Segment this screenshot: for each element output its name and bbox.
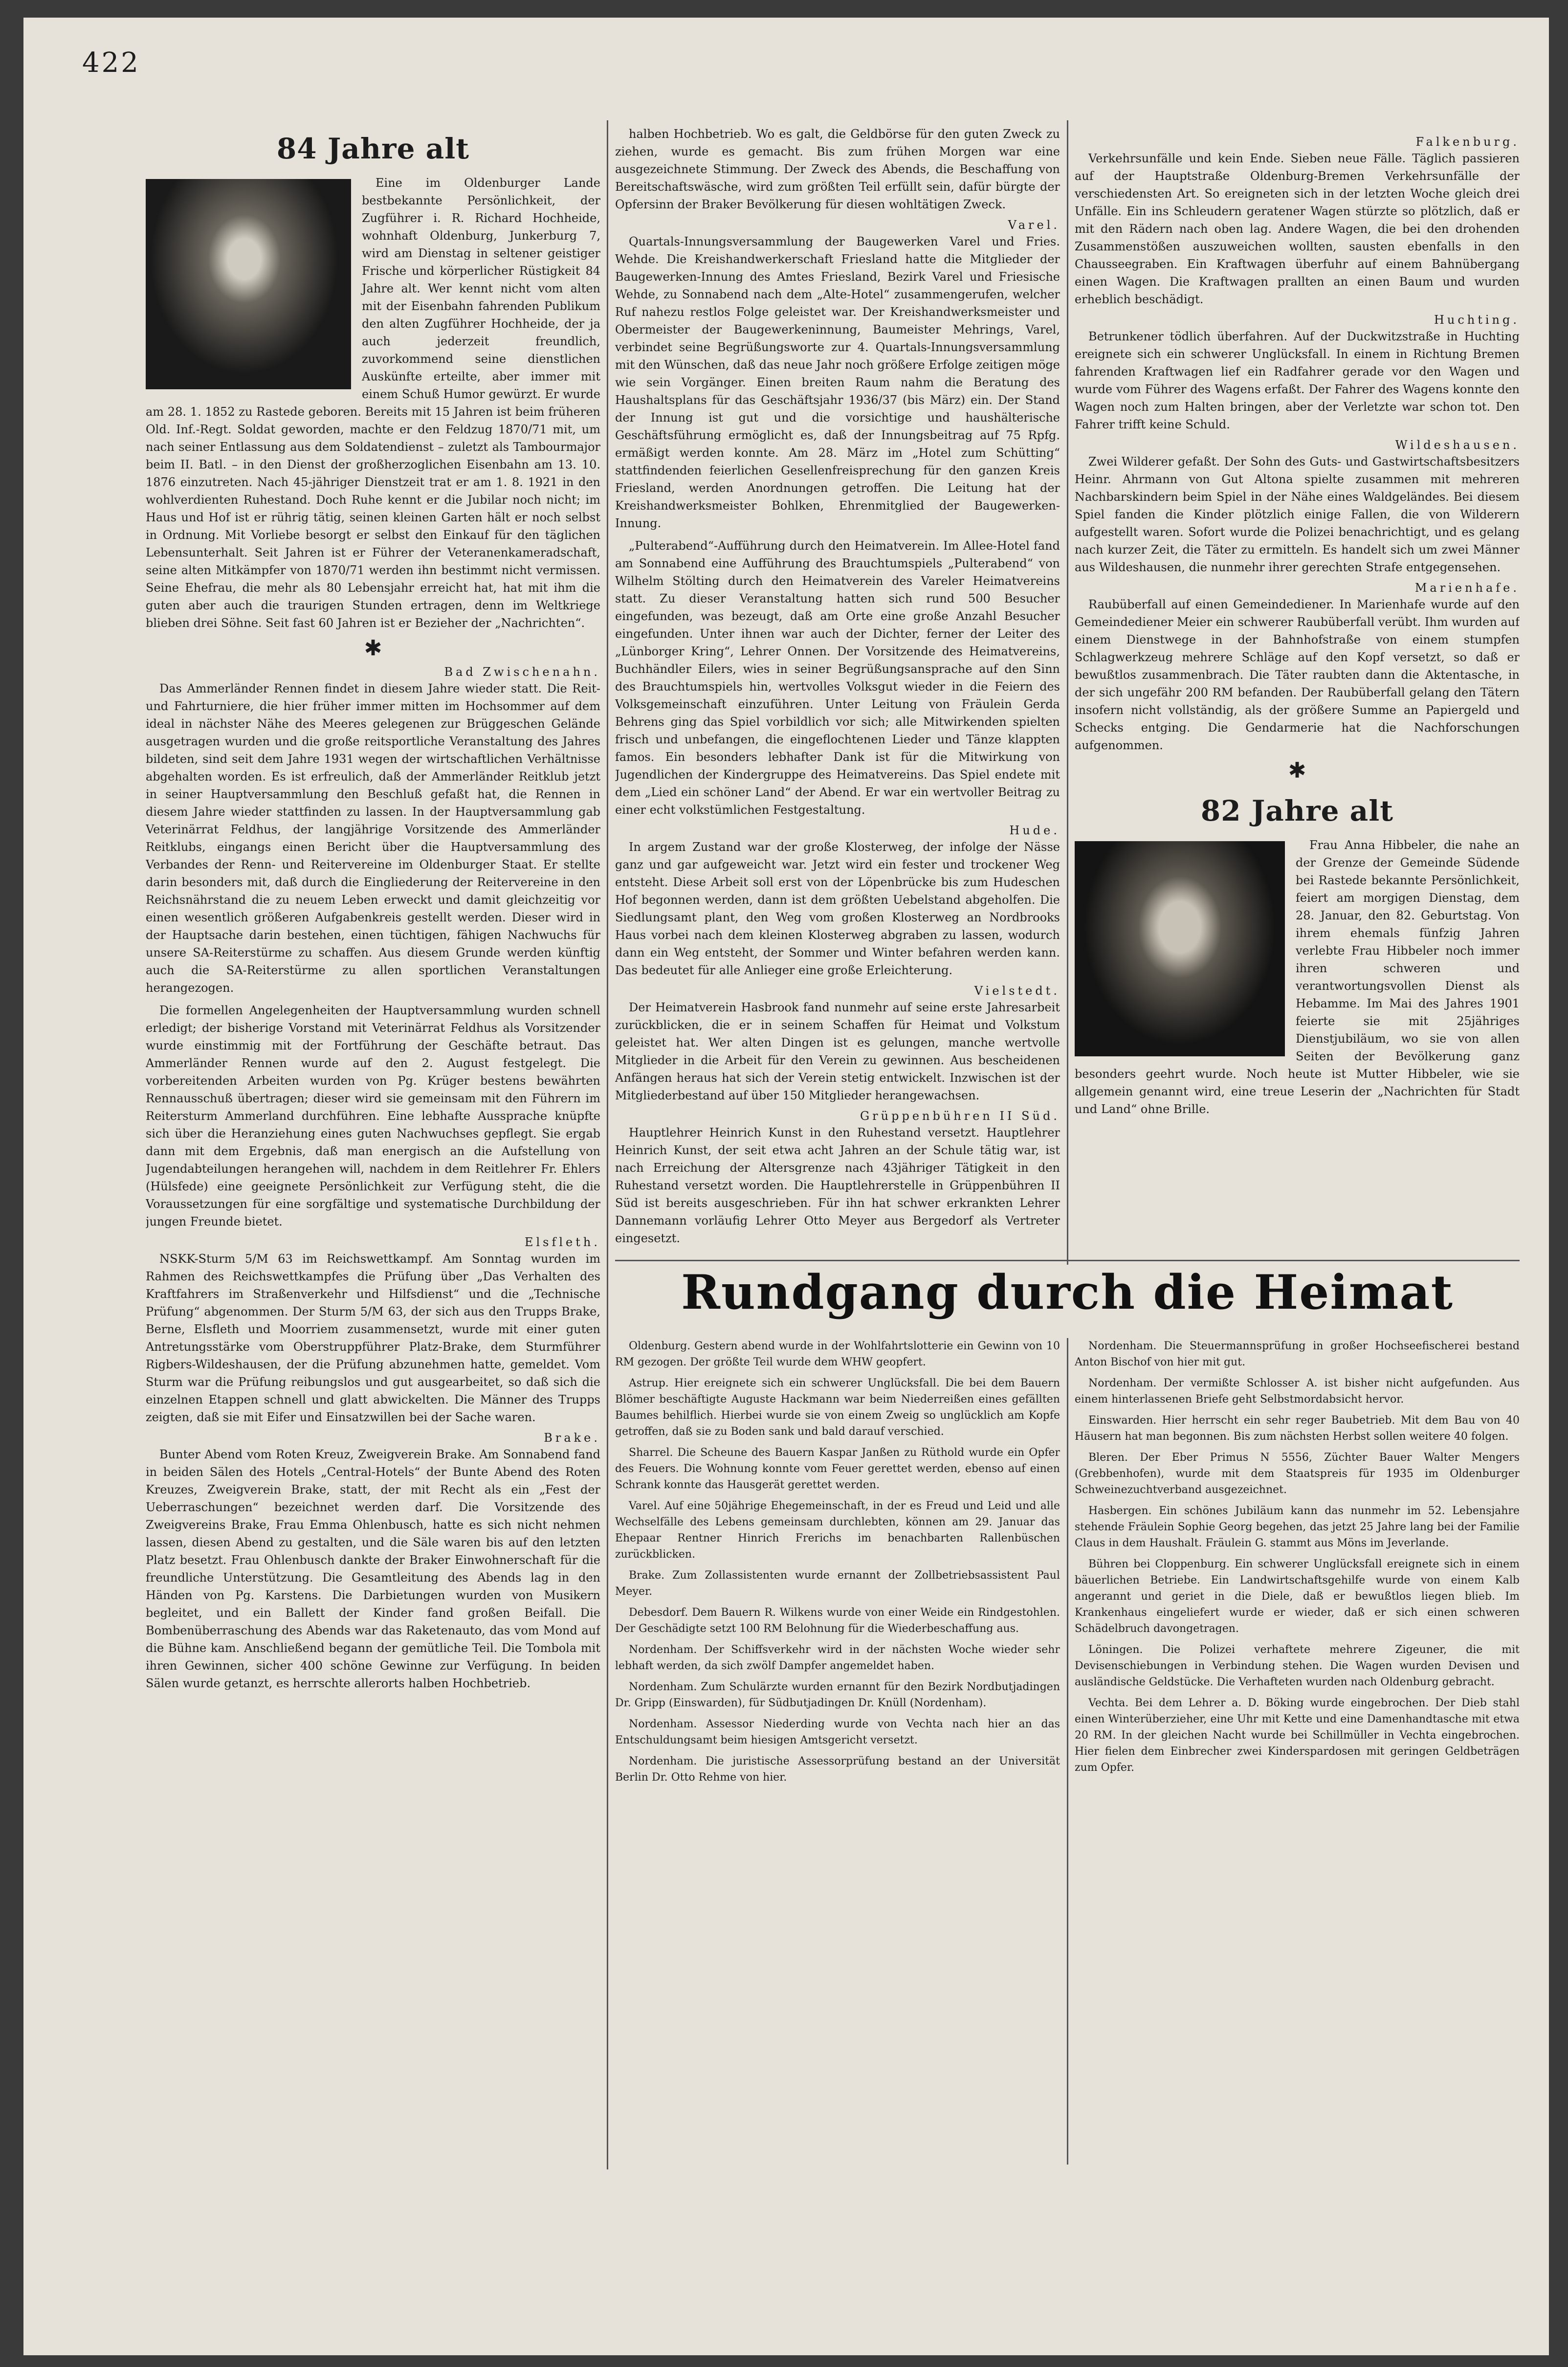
news-item: Astrup. Hier ereignete sich ein schwerer Unglücksfall. Die bei dem Bauern Blömer beschäftigte Auguste Hackmann war beim Niederreißen eines gefällten Baumes behilflich. Hierbei wurde sie von einem Zweig so unglücklich am Kopfe getroffen, daß sie zu Boden sank und bald darauf verschied. — [615, 1377, 1060, 1438]
article-text: Verkehrsunfälle und kein Ende. Sieben neue Fälle. Täglich passieren auf der Hauptstraße Oldenburg-Bremen Verkehrsunfälle der verschiedensten Art. So ereigneten sich in der letzten Woche gleich drei Unfälle. Ein ins Schleudern geratener Wagen stürzte so plötzlich, daß er mit den Rädern nach oben lag. Andere Wagen, die bei den drohenden Zusammenstößen auszuweichen wollten, sausten ebenfalls in den Chausseegraben. Ein Kraftwagen überfuhr auf einem Bahnübergang einen Wagen. Die Kraftwagen prallten an einen Baum und wurden erheblich beschädigt. — [1075, 152, 1520, 306]
article-text: Betrunkener tödlich überfahren. Auf der Duckwitzstraße in Huchting ereignete sich ein schwerer Unglücksfall. In einem in Richtung Bremen fahrenden Kraftwagen lief ein Radfahrer gerade vor den Wagen und wurde vom Führer des Wagens erfaßt. Der Fahrer des Wagens konnte den Wagen noch zum Halten bringen, aber der Verletzte war schon tot. Den Fahrer trifft keine Schuld. — [1075, 330, 1520, 431]
news-item: Debesdorf. Dem Bauern R. Wilkens wurde von einer Weide ein Rindgestohlen. Der Geschädigte setzt 100 RM Belohnung für die Wiederbeschaffung aus. — [615, 1607, 1060, 1635]
news-item: Bleren. Der Eber Primus N 5556, Züchter Bauer Walter Mengers (Grebbenhofen), wurde mit dem Staatspreis für 1935 im Oldenburger Schweinezuchtverband ausgezeichnet. — [1075, 1451, 1520, 1496]
column-1 — [146, 120, 600, 2145]
news-item: Einswarden. Hier herrscht ein sehr reger Baubetrieb. Mit dem Bau von 40 Häusern hat man begonnen. Bis zum nächsten Herbst sollen weitere 40 folgen. — [1075, 1414, 1520, 1443]
article-text: Die formellen Angelegenheiten der Hauptversammlung wurden schnell erledigt; der bisherige Vorstand mit Veterinärrat Feldhus als Vorsitzender wurde einstimmig mit der Fortführung der Geschäfte betraut. Das Ammerländer Rennen wurde auf den 2. August festgelegt. Die vorbereitenden Arbeiten wurden von Pg. Krüger bestens bewährten Rennausschuß übertragen; dieser wird sie gemeinsam mit den Führern im Reitersturm Ammerland durchführen. Eine lebhafte Aussprache knüpfte sich über die Heranziehung eines guten Nachwuchses gepflegt. Sie ergab dann mit dem Ergebnis, daß man energisch an die Aufstellung von Jugendabteilungen herangehen will, nachdem in dem Reitlehrer Fr. Ehlers (Hülsfede) eine geeignete Persönlichkeit zur Verfügung steht, die die Voraussetzungen für eine sorgfältige und systematische Durchbildung der jungen Freunde bietet. — [146, 1004, 600, 1228]
article-text: Frau Anna Hibbeler, die nahe an der Grenze der Gemeinde Südende bei Rastede bekannte Persönlichkeit, feiert am morgigen Dienstag, dem 28. Januar, den 82. Geburtstag. Von ihrem ehemals fünfzig Jahren verlebte Frau Hibbeler noch immer ihren schweren und verantwortungsvollen Dienst als Hebamme. Im Mai des Jahres 1901 feierte sie mit 25jähriges Dienstjubiläum, wo sie von allen Seiten der Bevölkerung ganz besonders geehrt wurde. Noch heute ist Mutter Hibbeler, wie sie allgemein genannt wird, eine treue Leserin der „Nachrichten für Stadt und Land“ ohne Brille. — [1075, 838, 1520, 1116]
article-headline: 82 Jahre alt — [1200, 794, 1394, 827]
article-text: Quartals-Innungsversammlung der Baugewerken Varel und Fries. Wehde. Die Kreishandwerkerschaft Friesland hatte die Mitglieder der Baugewerken-Innung des Amtes Friesland, Bezirk Varel und Friesische Wehde, zu Sonnabend nach dem „Alte-Hotel“ zusammengerufen, welcher Ruf nahezu restlos Folge geleistet war. Der Kreishandwerksmeister und Obermeister der Baugewerkeninnung, Baumeister Mehrings, Varel, verbindet seine Begrüßungsworte zur 4. Quartals-Innungsversammlung mit den Wünschen, daß das neue Jahr noch größere Erfolge zeitigen möge wie sein Vorgänger. Einen breiten Raum nahm die Beratung des Haushaltsplans für das Geschäftsjahr 1936/37 (bis März) ein. Der Stand der Innung ist gut und die vorsichtige und haushälterische Geschäftsführung ermöglicht es, daß der Innungsbeitrag auf 75 Rpfg. ermäßigt werden konnte. Am 28. März im „Hotel zum Schütting“ stattfindenden feierlichen Gesellenfreisprechung für den ganzen Kreis Friesland, werden Anordnungen getroffen. Die Leitung hat der Kreishandwerksmeister Bohlken, Ehrenmitglied der Baugewerken-Innung. — [615, 235, 1060, 530]
star-separator: ✱ — [364, 636, 382, 661]
page-number: 422 — [82, 47, 140, 79]
section-right-column — [1075, 1338, 1520, 2160]
column-rule-2 — [1067, 120, 1068, 1265]
news-item: Nordenham. Der Schiffsverkehr wird in der nächsten Woche wieder sehr lebhaft werden, da sich zwölf Dampfer angemeldet haben. — [615, 1644, 1060, 1672]
news-item: Brake. Zum Zollassistenten wurde ernannt der Zollbetriebsassistent Paul Meyer. — [615, 1569, 1060, 1598]
dateline: Marienhafe. — [1414, 581, 1520, 595]
news-item: Bühren bei Cloppenburg. Ein schwerer Unglücksfall ereignete sich in einem bäuerlichen Betriebe. Ein Landwirtschaftsgehilfe wurde von einem Kalb angerannt und geriet in die Diele, daß er bewußtlos liegen blieb. Im Krankenhaus eingeliefert wurde er wieder, daß er sich einen schweren Schädelbruch davongetragen. — [1075, 1558, 1520, 1635]
portrait-photo — [1075, 841, 1285, 1056]
portrait-photo — [146, 179, 351, 389]
newspaper-page — [23, 18, 1549, 2355]
dateline: Bad Zwischenahn. — [444, 665, 600, 679]
news-item: Nordenham. Die juristische Assessorprüfung bestand an der Universität Berlin Dr. Otto Rehme von hier. — [615, 1755, 1060, 1784]
news-item: Sharrel. Die Scheune des Bauern Kaspar Janßen zu Rüthold wurde ein Opfer des Feuers. Die Wohnung konnte vom Feuer gerettet werden, ebenso auf einen Schrank konnte das Hausgerät gerettet werden. — [615, 1447, 1060, 1491]
dateline: Hude. — [1009, 824, 1060, 837]
article-text: Raubüberfall auf einen Gemeindediener. In Marienhafe wurde auf den Gemeindediener Meier ein schwerer Raubüberfall verübt. Ihm wurden auf einem Dienstwege in der Bahnhofstraße von einem stumpfen Schlagwerkzeug mehrere Schläge auf den Kopf versetzt, so daß er bewußtlos zusammenbrach. Die Täter raubten dann die Aktentasche, in der sich ungefähr 200 RM befanden. Der Raubüberfall gelang den Tätern insofern nicht vollständig, als der größere Summe an Papiergeld und Schecks entging. Die Gendarmerie hat die Nachforschungen aufgenommen. — [1075, 598, 1520, 752]
dateline: Elsfleth. — [524, 1235, 600, 1249]
section-title: Rundgang durch die Heimat — [681, 1265, 1454, 1320]
news-item: Nordenham. Der vermißte Schlosser A. ist bisher nicht aufgefunden. Aus einem hinterlassenen Briefe geht Selbstmordabsicht hervor. — [1075, 1377, 1520, 1406]
star-separator: ✱ — [1288, 758, 1306, 783]
article-text: Zwei Wilderer gefaßt. Der Sohn des Guts- und Gastwirtschaftsbesitzers Heinr. Ahrmann von Gut Altona spielte zusammen mit mehreren Nachbarskindern beim Spiel in der Nähe eines Waldgeländes. Bei diesem Spiel fanden die Kinder plötzlich einige Fallen, die von Wilderern aufgestellt waren. Sofort wurde die Polizei benachrichtigt, und es gelang nach kurzer Zeit, die Täter zu ermitteln. Es handelt sich um zwei Männer aus Wildeshausen, die nunmehr ihrer gerechten Strafe entgegensehen. — [1075, 455, 1520, 574]
dateline: Falkenburg. — [1415, 135, 1520, 149]
section-rule — [615, 1260, 1520, 1261]
news-item: Vechta. Bei dem Lehrer a. D. Böking wurde eingebrochen. Der Dieb stahl einen Winterüberzieher, eine Uhr mit Kette und eine Damenhandtasche mit etwa 20 RM. In der gleichen Nacht wurde bei Schillmüller in Vechta eingebrochen. Hier fielen dem Einbrecher zwei Kinderspardosen mit geringen Geldbeträgen zum Opfer. — [1075, 1697, 1520, 1774]
dateline: Wildeshausen. — [1395, 438, 1520, 452]
column-rule-3 — [1067, 1338, 1068, 2165]
column-2 — [615, 125, 1060, 1255]
dateline: Huchting. — [1434, 313, 1520, 327]
article-headline: 84 Jahre alt — [276, 132, 470, 165]
article-text: In argem Zustand war der große Klosterweg, der infolge der Nässe ganz und gar aufgeweicht war. Jetzt wird ein fester und trockener Weg entsteht. Diese Arbeit soll erst von der Löpenbrücke bis zum Hudeschen Hof begonnen werden, dann ist dem größten Uebelstand abgeholfen. Die Siedlungsamt plant, den Weg vom großen Klosterweg an Nordbrooks Haus vorbei nach dem kleinen Klosterweg abgraben zu lassen, wodurch dann ein Weg entsteht, der Sommer und Winter befahren werden kann. Das bedeutet für alle Anlieger eine große Erleichterung. — [615, 840, 1060, 977]
section-left-column — [615, 1338, 1060, 2160]
dateline: Brake. — [544, 1431, 600, 1445]
news-item: Varel. Auf eine 50jährige Ehegemeinschaft, in der es Freud und Leid und alle Wechselfälle des Lebens gemeinsam durchlebten, können am 29. Januar das Ehepaar Rentner Hinrich Frerichs im benachbarten Rallenbüschen zurückblicken. — [615, 1500, 1060, 1561]
article-text: Das Ammerländer Rennen findet in diesem Jahre wieder statt. Die Reit- und Fahrturniere, die hier früher immer mitten im Hochsommer auf dem ideal in nächster Nähe des Meeres gelegenen zur Brüggeschen Gelände ausgetragen wurden und die große reitsportliche Veranstaltung des Jahres bildeten, sind seit dem Jahre 1931 wegen der wirtschaftlichen Verhältnisse abgehalten worden. Es ist erfreulich, daß der Ammerländer Reitklub jetzt in seiner Hauptversammlung den Beschluß gefaßt hat, die Rennen in diesem Jahre wieder stattfinden zu lassen. In der Hauptversammlung gab Veterinärrat Feldhus, der langjährige Vorsitzende des Ammerländer Reitklubs, eingangs einen Bericht über die Hauptversammlung des Verbandes der Renn- und Reitervereine im Oldenburger Staat. Er stellte darin besonders mit, daß durch die Eingliederung der Reitervereine in den Reichsnährstand die zu neuem Leben erweckt und damit gleichzeitig vor einen wesentlich größeren Aufgabenkreis gestellt werden. Dieser wird in der Hauptsache darin bestehen, einen tüchtigen, fähigen Nachwuchs für unsere SA-Reiterstürme zu schaffen. Aus diesem Grunde werden künftig auch die SA-Reiterstürme zu allen sportlichen Veranstaltungen herangezogen. — [146, 682, 600, 995]
article-text: halben Hochbetrieb. Wo es galt, die Geldbörse für den guten Zweck zu ziehen, wurde es gemacht. Bis zum frühen Morgen war eine ausgezeichnete Stimmung. Der Zweck des Abends, die Beschaffung von Bereitschaftswäsche, wird zum größten Teil erfüllt sein, dafür bürgte der Opfersinn der Braker Bevölkerung für diesen wohltätigen Zweck. — [615, 127, 1060, 211]
news-item: Nordenham. Die Steuermannsprüfung in großer Hochseefischerei bestand Anton Bischof von hier mit gut. — [1075, 1340, 1520, 1368]
dateline: Varel. — [1008, 218, 1060, 232]
article-text: Bunter Abend vom Roten Kreuz, Zweigverein Brake. Am Sonnabend fand in beiden Sälen des Hotels „Central-Hotels“ der Bunte Abend des Roten Kreuzes, Zweigverein Brake, statt, der mit Recht als ein „Fest der Ueberraschungen“ bezeichnet werden darf. Die Vorsitzende des Zweigvereins Brake, Frau Emma Ohlenbusch, hatte es sich nicht nehmen lassen, diesen Abend zu gestalten, und die Säle waren bis auf den letzten Platz besetzt. Frau Ohlenbusch dankte der Braker Einwohnerschaft für die freundliche Unterstützung. Die Gesamtleitung des Abends lag in den Händen von Pg. Karstens. Die Darbietungen wurden von Musikern begleitet, und ein Ballett der Kinder fand großen Beifall. Die Bombenüberraschung des Abends war das Raketenauto, das vom Mond auf die Bühne kam. Anschließend begann der gemütliche Teil. Die Tombola mit ihren Gewinnen, sicher 400 schöne Gewinne zur Verfügung. In beiden Sälen wurde getanzt, es herrschte allerorts halben Hochbetrieb. — [146, 1448, 600, 1690]
column-3 — [1075, 130, 1520, 1182]
dateline: Vielstedt. — [974, 984, 1060, 998]
news-item: Nordenham. Zum Schulärzte wurden ernannt für den Bezirk Nordbutjadingen Dr. Gripp (Einswarden), für Südbutjadingen Dr. Knüll (Nordenham). — [615, 1681, 1060, 1709]
section-header — [615, 1265, 1520, 1320]
news-item: Löningen. Die Polizei verhaftete mehrere Zigeuner, die mit Devisenschiebungen in Verbindung stehen. Die Wagen wurden Devisen und ausländische Geldstücke. Die Verhafteten wurden nach Oldenburg gebracht. — [1075, 1644, 1520, 1688]
dateline: Grüppenbühren II Süd. — [860, 1109, 1060, 1123]
news-item: Oldenburg. Gestern abend wurde in der Wohlfahrtslotterie ein Gewinn von 10 RM gezogen. Der größte Teil wurde dem WHW geopfert. — [615, 1340, 1060, 1368]
column-rule-1 — [607, 120, 608, 2169]
news-item: Hasbergen. Ein schönes Jubiläum kann das nunmehr im 52. Lebensjahre stehende Fräulein Sophie Georg begehen, das jetzt 25 Jahre lang bei der Familie Claus in dem Haushalt. Fräulein G. stammt aus Möns im Jeverlande. — [1075, 1505, 1520, 1549]
article-text: „Pulterabend“-Aufführung durch den Heimatverein. Im Allee-Hotel fand am Sonnabend eine Aufführung des Brauchtumspiels „Pulterabend“ von Wilhelm Stölting durch den Heimatverein des Vareler Heimatvereins statt. Zu dieser Veranstaltung hatten sich rund 500 Besucher eingefunden, was bezeugt, daß am Orte eine große Anzahl Besucher eingefunden. Unter ihnen war auch der Dichter, ferner der Leiter des „Lünborger Kring“, Lehrer Onnen. Der Vorsitzende des Heimatvereins, Buchhändler Eilers, wies in seiner Begrüßungsansprache auf den Sinn des Brauchtumspiels hin, wertvolles Volksgut wieder in die Feiern des Volksgemeinschaft einzuführen. Unter Leitung von Fräulein Gerda Behrens ging das Spiel vorbildlich vor sich; alle Mitwirkenden spielten frisch und unbefangen, die eingeflochtenen Lieder und Tänze klappten famos. Ein besonders lebhafter Dank ist für die Mitwirkung von Jugendlichen der Kindergruppe des Heimatvereins. Das Spiel endete mit dem „Lied ein schöner Land“ der Abend. Er war ein wertvoller Beitrag zu einer echt volkstümlichen Festgestaltung. — [615, 539, 1060, 817]
article-text: Hauptlehrer Heinrich Kunst in den Ruhestand versetzt. Hauptlehrer Heinrich Kunst, der seit etwa acht Jahren an der Schule tätig war, ist nach Erreichung der Altersgrenze nach 43jähriger Tätigkeit in den Ruhestand versetzt worden. Die Hauptlehrerstelle in Grüppenbühren II Süd ist bereits ausgeschrieben. Für ihn hat schwer erkrankten Lehrer Dannemann vorläufig Lehrer Otto Meyer aus Bergedorf als Vertreter eingesetzt. — [615, 1126, 1060, 1245]
article-text: Der Heimatverein Hasbrook fand nunmehr auf seine erste Jahresarbeit zurückblicken, die er in seinem Schaffen für Heimat und Volkstum geleistet hat. Wer alten Dingen ist es gelungen, manche wertvolle Mitglieder in die Arbeit für den Verein zu gewinnen. Aus bescheidenen Anfängen heraus hat sich der Verein stetig entwickelt. Inzwischen ist der Mitgliederbestand auf über 150 Mitglieder herangewachsen. — [615, 1001, 1060, 1102]
news-item: Nordenham. Assessor Niederding wurde von Vechta nach hier an das Entschuldungsamt beim hiesigen Amtsgericht versetzt. — [615, 1718, 1060, 1746]
article-text: NSKK-Sturm 5/M 63 im Reichswettkampf. Am Sonntag wurden im Rahmen des Reichswettkampfes die Prüfung über „Das Verhalten des Kraftfahrers im Straßenverkehr und Hilfsdienst“ und die „Technische Prüfung“ abgenommen. Der Sturm 5/M 63, der sich aus den Trupps Brake, Berne, Elsfleth und Moorriem zusammensetzt, wurde mit einer guten Antretungsstärke vom Oberstruppführer Platz-Brake, dem Sturmführer Rigbers-Wildeshausen, der die Prüfung abzunehmen hatte, gemeldet. Vom Sturm war die Prüfung reibungslos und gut ausgearbeitet, so daß sich die einzelnen Etappen schnell und glatt abwickelten. Die Männer des Trupps zeigten, daß sie mit Eifer und Einsatzwillen bei der Sache waren. — [146, 1252, 600, 1424]
article-text: Eine im Oldenburger Lande bestbekannte Persönlichkeit, der Zugführer i. R. Richard Hochheide, wohnhaft Oldenburg, Junkerburg 7, wird am Dienstag in seltener geistiger Frische und körperlicher Rüstigkeit 84 Jahre alt. Wer kennt nicht vom alten mit der Eisenbahn fahrenden Publikum den alten Zugführer Hochheide, der ja auch jederzeit freundlich, zuvorkommend seine dienstlichen Auskünfte erteilte, aber immer mit einem Schuß Humor gewürzt. Er wurde am 28. 1. 1852 zu Rastede geboren. Bereits mit 15 Jahren ist beim früheren Old. Inf.-Regt. Soldat geworden, machte er den Feldzug 1870/71 mit, um nach seiner Entlassung aus dem Soldatendienst – zuletzt als Tambourmajor beim II. Batl. – in den Dienst der großherzoglichen Eisenbahn am 13. 10. 1876 einzutreten. Nach 45-jähriger Dienstzeit trat er am 1. 8. 1921 in den wohlverdienten Ruhestand. Doch Ruhe kennt er die Jubilar noch nicht; im Haus und Hof ist er rührig tätig, seinen kleinen Garten hält er noch selbst in Ordnung. Mit Vorliebe besorgt er selbst den Einkauf für den täglichen Lebensunterhalt. Seit Jahren ist er Führer der Veteranenkameradschaft, seine alten Mitkämpfer von 1870/71 werden ihn bestimmt nicht vermissen. Seine Ehefrau, die mehr als 80 Lebensjahr erreicht hat, hat mit ihm die guten aber auch die traurigen Stunden ertragen, denn im Weltkriege blieben drei Söhne. Seit fast 60 Jahren ist er Bezieher der „Nachrichten“. — [146, 176, 600, 630]
